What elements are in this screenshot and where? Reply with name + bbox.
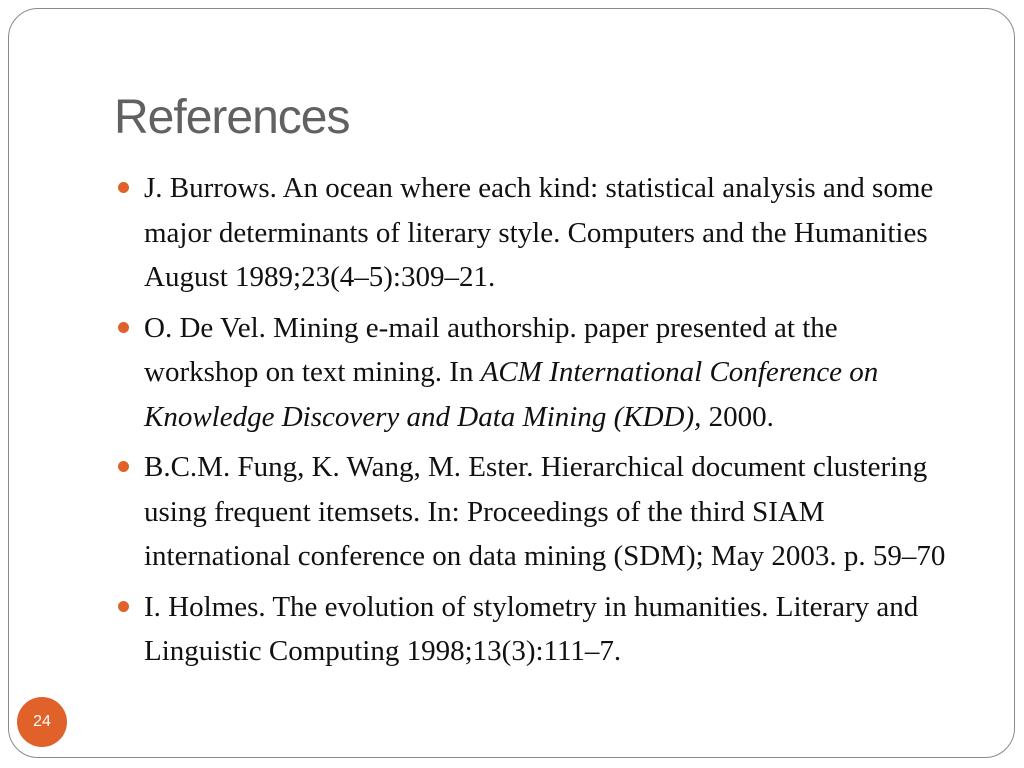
bullet-icon bbox=[118, 461, 129, 472]
reference-item-1 bbox=[118, 166, 958, 300]
reference-text-2-after: 2000. bbox=[701, 400, 774, 433]
reference-text-2-venue: ACM International Conference on Knowledge Discovery and Data Mining (KDD), bbox=[144, 356, 879, 433]
reference-item-2 bbox=[118, 306, 958, 440]
reference-text-2-before: O. De Vel. Mining e-mail authorship. paper presented at the workshop on text mining. In bbox=[144, 311, 838, 388]
reference-item-3 bbox=[118, 445, 958, 579]
bullet-icon bbox=[118, 601, 129, 612]
page-title: References bbox=[114, 91, 350, 144]
reference-text-3: B.C.M. Fung, K. Wang, M. Ester. Hierarchical document clustering using frequent itemsets. In: Proceedings of the third SIAM international conference on data mining (SDM); May 2003. p. 59–70 bbox=[144, 451, 946, 572]
page-number-badge: 24 bbox=[17, 697, 67, 747]
bullet-icon bbox=[118, 182, 129, 193]
reference-item-4 bbox=[118, 585, 958, 674]
bullet-icon bbox=[118, 322, 129, 333]
reference-list bbox=[118, 166, 958, 680]
reference-text-1: J. Burrows. An ocean where each kind: statistical analysis and some major determinants of literary style. Computers and the Humanities August 1989;23(4–5):309–21. bbox=[144, 172, 934, 293]
reference-text-2 bbox=[144, 312, 878, 433]
reference-text-4: I. Holmes. The evolution of stylometry in humanities. Literary and Linguistic Computing 1998;13(3):111–7. bbox=[144, 590, 919, 667]
